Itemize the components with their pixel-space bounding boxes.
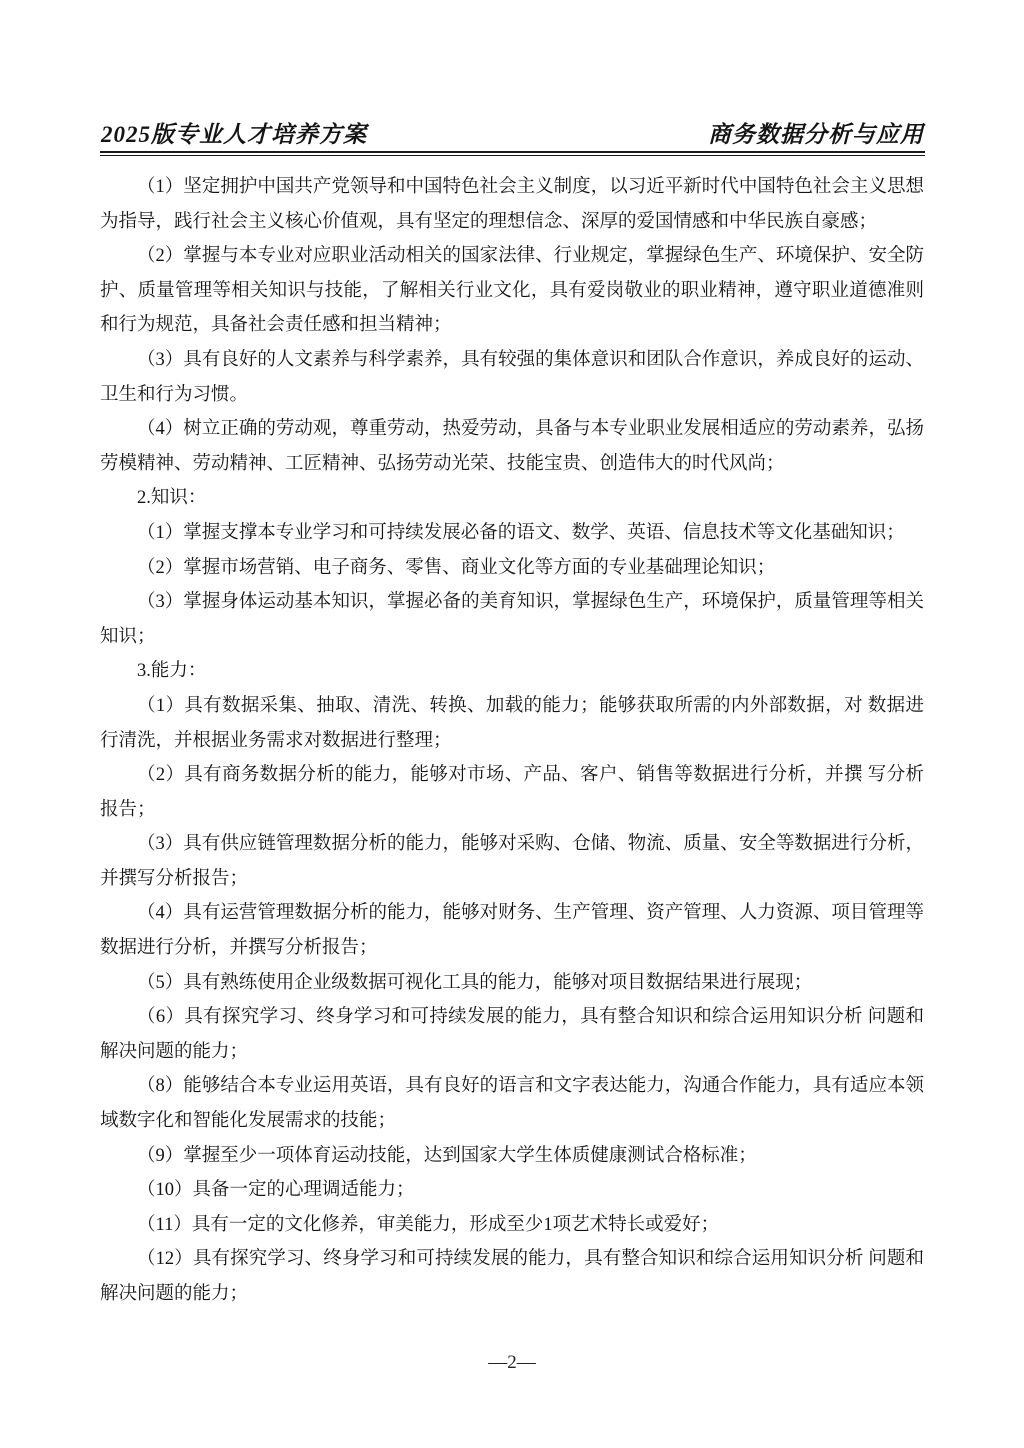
paragraph: （1）坚定拥护中国共产党领导和中国特色社会主义制度，以习近平新时代中国特色社会主义思想为指导，践行社会主义核心价值观，具有坚定的理想信念、深厚的爱国情感和中华民族自豪感；: [100, 177, 924, 232]
header-right-title: 商务数据分析与应用: [708, 122, 924, 147]
paragraph: （1）掌握支撑本专业学习和可持续发展必备的语文、数学、英语、信息技术等文化基础知识；: [137, 522, 905, 543]
paragraph: 3.能力：: [137, 661, 207, 682]
page-header: [101, 116, 924, 149]
page-footer: [0, 1352, 1024, 1374]
paragraph: （11）具有一定的文化修养，审美能力，形成至少1项艺术特长或爱好；: [137, 1214, 720, 1235]
document-body: [100, 170, 924, 1312]
paragraph: （3）具有供应链管理数据分析的能力，能够对采购、仓储、物流、质量、安全等数据进行分析，并撰写分析报告；: [100, 834, 924, 889]
paragraph: （6）具有探究学习、终身学习和可持续发展的能力，具有整合知识和综合运用知识分析 问题和解决问题的能力；: [100, 1007, 924, 1062]
paragraph: （8）能够结合本专业运用英语，具有良好的语言和文字表达能力，沟通合作能力，具有适应本领域数字化和智能化发展需求的技能；: [100, 1076, 924, 1132]
paragraph: （3）掌握身体运动基本知识，掌握必备的美育知识，掌握绿色生产，环境保护，质量管理等相关知识；: [100, 592, 924, 647]
paragraph: （2）掌握与本专业对应职业活动相关的国家法律、行业规定，掌握绿色生产、环境保护、安全防护、质量管理等相关知识与技能，了解相关行业文化，具有爱岗敬业的职业精神，遵守职业道德准则和行为规范，具备社会责任感和担当精神；: [100, 246, 924, 336]
page-number: —2—: [488, 1352, 536, 1373]
paragraph: （10）具备一定的心理调适能力；: [137, 1180, 415, 1201]
paragraph: （12）具有探究学习、终身学习和可持续发展的能力，具有整合知识和综合运用知识分析 问题和解决问题的能力；: [100, 1249, 924, 1304]
paragraph: （2）具有商务数据分析的能力，能够对市场、产品、客户、销售等数据进行分析，并撰 写分析报告；: [100, 765, 924, 820]
header-divider: [100, 151, 925, 156]
paragraph: 2.知识：: [137, 488, 207, 509]
paragraph: （3）具有良好的人文素养与科学素养，具有较强的集体意识和团队合作意识，养成良好的运动、卫生和行为习惯。: [100, 349, 924, 405]
paragraph: （1）具有数据采集、抽取、清洗、转换、加载的能力；能够获取所需的内外部数据，对 数据进行清洗，并根据业务需求对数据进行整理；: [100, 695, 924, 751]
header-left-title: 2025版专业人才培养方案: [101, 122, 367, 147]
paragraph: （4）具有运营管理数据分析的能力，能够对财务、生产管理、资产管理、人力资源、项目管理等数据进行分析，并撰写分析报告；: [100, 903, 924, 959]
paragraph: （4）树立正确的劳动观，尊重劳动，热爱劳动，具备与本专业职业发展相适应的劳动素养，弘扬劳模精神、劳动精神、工匠精神、弘扬劳动光荣、技能宝贵、创造伟大的时代风尚；: [100, 419, 924, 474]
paragraph: （2）掌握市场营销、电子商务、零售、商业文化等方面的专业基础理论知识；: [137, 557, 776, 578]
paragraph: （5）具有熟练使用企业级数据可视化工具的能力，能够对项目数据结果进行展现；: [137, 972, 813, 993]
paragraph: （9）掌握至少一项体育运动技能，达到国家大学生体质健康测试合格标准；: [137, 1145, 757, 1166]
